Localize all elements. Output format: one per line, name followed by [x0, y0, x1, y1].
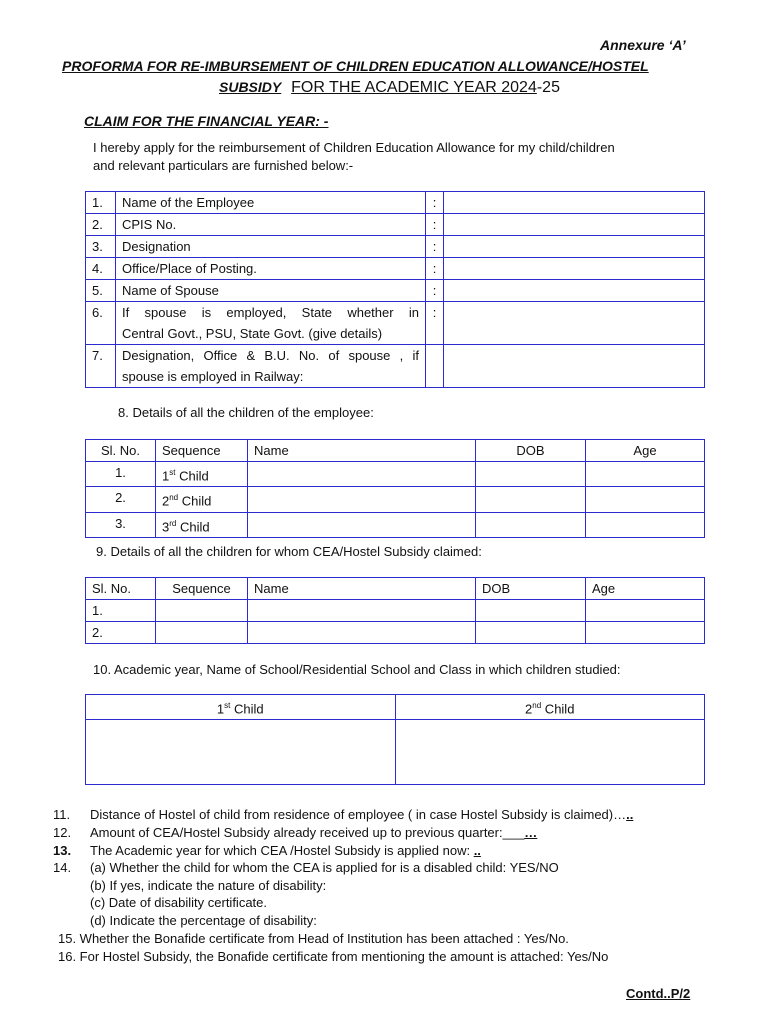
item-14d: (d) Indicate the percentage of disability:	[90, 913, 317, 928]
sl-no: 2.	[86, 487, 156, 512]
name-field[interactable]	[248, 512, 476, 537]
table-row	[86, 192, 705, 214]
table-row	[86, 214, 705, 236]
row-colon: :	[426, 214, 444, 236]
header-sequence: Sequence	[156, 578, 248, 600]
intro-line2: and relevant particulars are furnished below:-	[93, 158, 354, 173]
item-number: 13.	[53, 843, 72, 858]
sl-no: 3.	[86, 512, 156, 537]
seq-text: Child	[175, 468, 209, 484]
item-12	[53, 825, 537, 840]
section8-heading: 8. Details of all the children of the employee:	[118, 405, 374, 420]
header-age: Age	[586, 440, 705, 462]
sequence-cell	[156, 462, 248, 487]
dob-field[interactable]	[476, 600, 586, 622]
table-header-row	[86, 440, 705, 462]
value-field[interactable]	[444, 236, 705, 258]
row-label: Name of the Employee	[116, 192, 426, 214]
item-11	[53, 807, 633, 822]
row-number: 3.	[86, 236, 116, 258]
item-text: The Academic year for which CEA /Hostel Subsidy is applied now:	[90, 843, 474, 858]
row-label: Name of Spouse	[116, 280, 426, 302]
value-field[interactable]	[444, 345, 705, 388]
value-field[interactable]	[444, 280, 705, 302]
table-row	[86, 720, 705, 785]
sequence-cell	[156, 487, 248, 512]
title-subsidy: SUBSIDY	[219, 79, 282, 95]
item-16: 16. For Hostel Subsidy, the Bonafide certificate from mentioning the amount is attached: Yes/No	[58, 949, 609, 964]
school-details-table	[85, 694, 705, 785]
row-colon	[426, 345, 444, 388]
seq-sup: rd	[169, 518, 177, 528]
seq-num: 1	[162, 468, 170, 484]
row-label	[116, 302, 426, 345]
claim-heading: CLAIM FOR THE FINANCIAL YEAR: -	[84, 113, 329, 129]
seq-sup: nd	[169, 493, 179, 503]
seq-num: 3	[162, 518, 170, 534]
child2-sup: nd	[532, 701, 542, 710]
row-label: Office/Place of Posting.	[116, 258, 426, 280]
item-15: 15. Whether the Bonafide certificate from Head of Institution has been attached : Yes/No.	[58, 931, 569, 946]
item-number: 14.	[53, 860, 72, 875]
dob-field[interactable]	[476, 462, 586, 487]
header-sl-no: Sl. No.	[86, 578, 156, 600]
sequence-field[interactable]	[156, 622, 248, 644]
row-number: 2.	[86, 214, 116, 236]
header-dob: DOB	[476, 578, 586, 600]
sl-no: 2.	[86, 622, 156, 644]
page-title-line1: PROFORMA FOR RE-IMBURSEMENT OF CHILDREN EDUCATION ALLOWANCE/HOSTEL	[62, 58, 649, 74]
row-colon: :	[426, 302, 444, 345]
table-header-row	[86, 578, 705, 600]
name-field[interactable]	[248, 600, 476, 622]
seq-text: Child	[176, 518, 210, 534]
row-label-line2: Central Govt., PSU, State Govt. (give details)	[122, 326, 383, 341]
row-label: Designation	[116, 236, 426, 258]
row-label-line2: spouse is employed in Railway:	[122, 369, 304, 384]
age-field[interactable]	[586, 512, 705, 537]
row-number: 1.	[86, 192, 116, 214]
table-row	[86, 258, 705, 280]
item-number: 12.	[53, 825, 72, 840]
child1-school-field[interactable]	[86, 720, 396, 785]
header-child1	[86, 695, 396, 720]
value-field[interactable]	[444, 214, 705, 236]
table-row	[86, 622, 705, 644]
child1-num: 1	[216, 701, 225, 717]
item-number: 11.	[53, 807, 71, 822]
age-field[interactable]	[586, 622, 705, 644]
row-number: 6.	[86, 302, 116, 345]
row-label	[116, 345, 426, 388]
item-tail: …	[524, 825, 538, 840]
item-14b: (b) If yes, indicate the nature of disability:	[90, 878, 327, 893]
value-field[interactable]	[444, 258, 705, 280]
table-row	[86, 487, 705, 512]
title-academic-year: FOR THE ACADEMIC YEAR 2024	[291, 79, 537, 96]
dob-field[interactable]	[476, 512, 586, 537]
dob-field[interactable]	[476, 487, 586, 512]
row-colon: :	[426, 236, 444, 258]
item-text: Amount of CEA/Hostel Subsidy already received up to previous quarter:___	[90, 825, 525, 840]
intro-line1: I hereby apply for the reimbursement of Children Education Allowance for my child/children	[93, 140, 615, 155]
section10-heading: 10. Academic year, Name of School/Residential School and Class in which children studied:	[93, 662, 621, 677]
employee-details-table	[85, 191, 705, 388]
item-tail: ..	[473, 843, 481, 858]
header-age: Age	[586, 578, 705, 600]
annexure-label: Annexure ‘A’	[600, 37, 686, 53]
name-field[interactable]	[248, 462, 476, 487]
item-text: Distance of Hostel of child from residence of employee ( in case Hostel Subsidy is claimed)…	[90, 807, 627, 822]
children-table	[85, 439, 705, 538]
age-field[interactable]	[586, 600, 705, 622]
seq-sup: st	[169, 468, 176, 477]
child1-text: Child	[230, 701, 264, 717]
row-colon: :	[426, 258, 444, 280]
item-14c: (c) Date of disability certificate.	[90, 895, 268, 910]
dob-field[interactable]	[476, 622, 586, 644]
title-year-suffix: -25	[536, 79, 560, 96]
section9-heading: 9. Details of all the children for whom CEA/Hostel Subsidy claimed:	[96, 544, 482, 559]
claimed-children-table	[85, 577, 705, 644]
continued-label: Contd..P/2	[626, 986, 691, 1001]
table-row	[86, 512, 705, 537]
value-field[interactable]	[444, 302, 705, 345]
item-14	[53, 860, 559, 875]
row-label-line1: Designation, Office & B.U. No. of spouse , if	[122, 348, 419, 363]
age-field[interactable]	[586, 487, 705, 512]
child2-num: 2	[525, 701, 533, 717]
item-tail: ..	[626, 807, 634, 822]
sl-no: 1.	[86, 600, 156, 622]
row-number: 5.	[86, 280, 116, 302]
row-colon: :	[426, 280, 444, 302]
header-dob: DOB	[476, 440, 586, 462]
sequence-cell	[156, 512, 248, 537]
seq-num: 2	[162, 493, 170, 509]
table-row	[86, 280, 705, 302]
header-sl-no: Sl. No.	[86, 440, 156, 462]
child2-school-field[interactable]	[395, 720, 705, 785]
name-field[interactable]	[248, 622, 476, 644]
sequence-field[interactable]	[156, 600, 248, 622]
row-number: 7.	[86, 345, 116, 388]
seq-text: Child	[178, 493, 212, 509]
row-number: 4.	[86, 258, 116, 280]
page-title-line2	[219, 79, 560, 97]
age-field[interactable]	[586, 462, 705, 487]
item-text: (a) Whether the child for whom the CEA is applied for is a disabled child: YES/NO	[90, 860, 559, 875]
item-13	[53, 843, 481, 858]
sl-no: 1.	[86, 462, 156, 487]
header-name: Name	[248, 578, 476, 600]
table-row	[86, 462, 705, 487]
child2-text: Child	[541, 701, 575, 717]
row-label-line1: If spouse is employed, State whether in	[122, 305, 419, 320]
header-sequence: Sequence	[156, 440, 248, 462]
row-colon: :	[426, 192, 444, 214]
table-row	[86, 236, 705, 258]
header-name: Name	[248, 440, 476, 462]
table-row	[86, 345, 705, 388]
table-header-row	[86, 695, 705, 720]
row-label: CPIS No.	[116, 214, 426, 236]
header-child2	[395, 695, 705, 720]
name-field[interactable]	[248, 487, 476, 512]
child1-sup: st	[224, 701, 231, 710]
table-row	[86, 302, 705, 345]
table-row	[86, 600, 705, 622]
value-field[interactable]	[444, 192, 705, 214]
